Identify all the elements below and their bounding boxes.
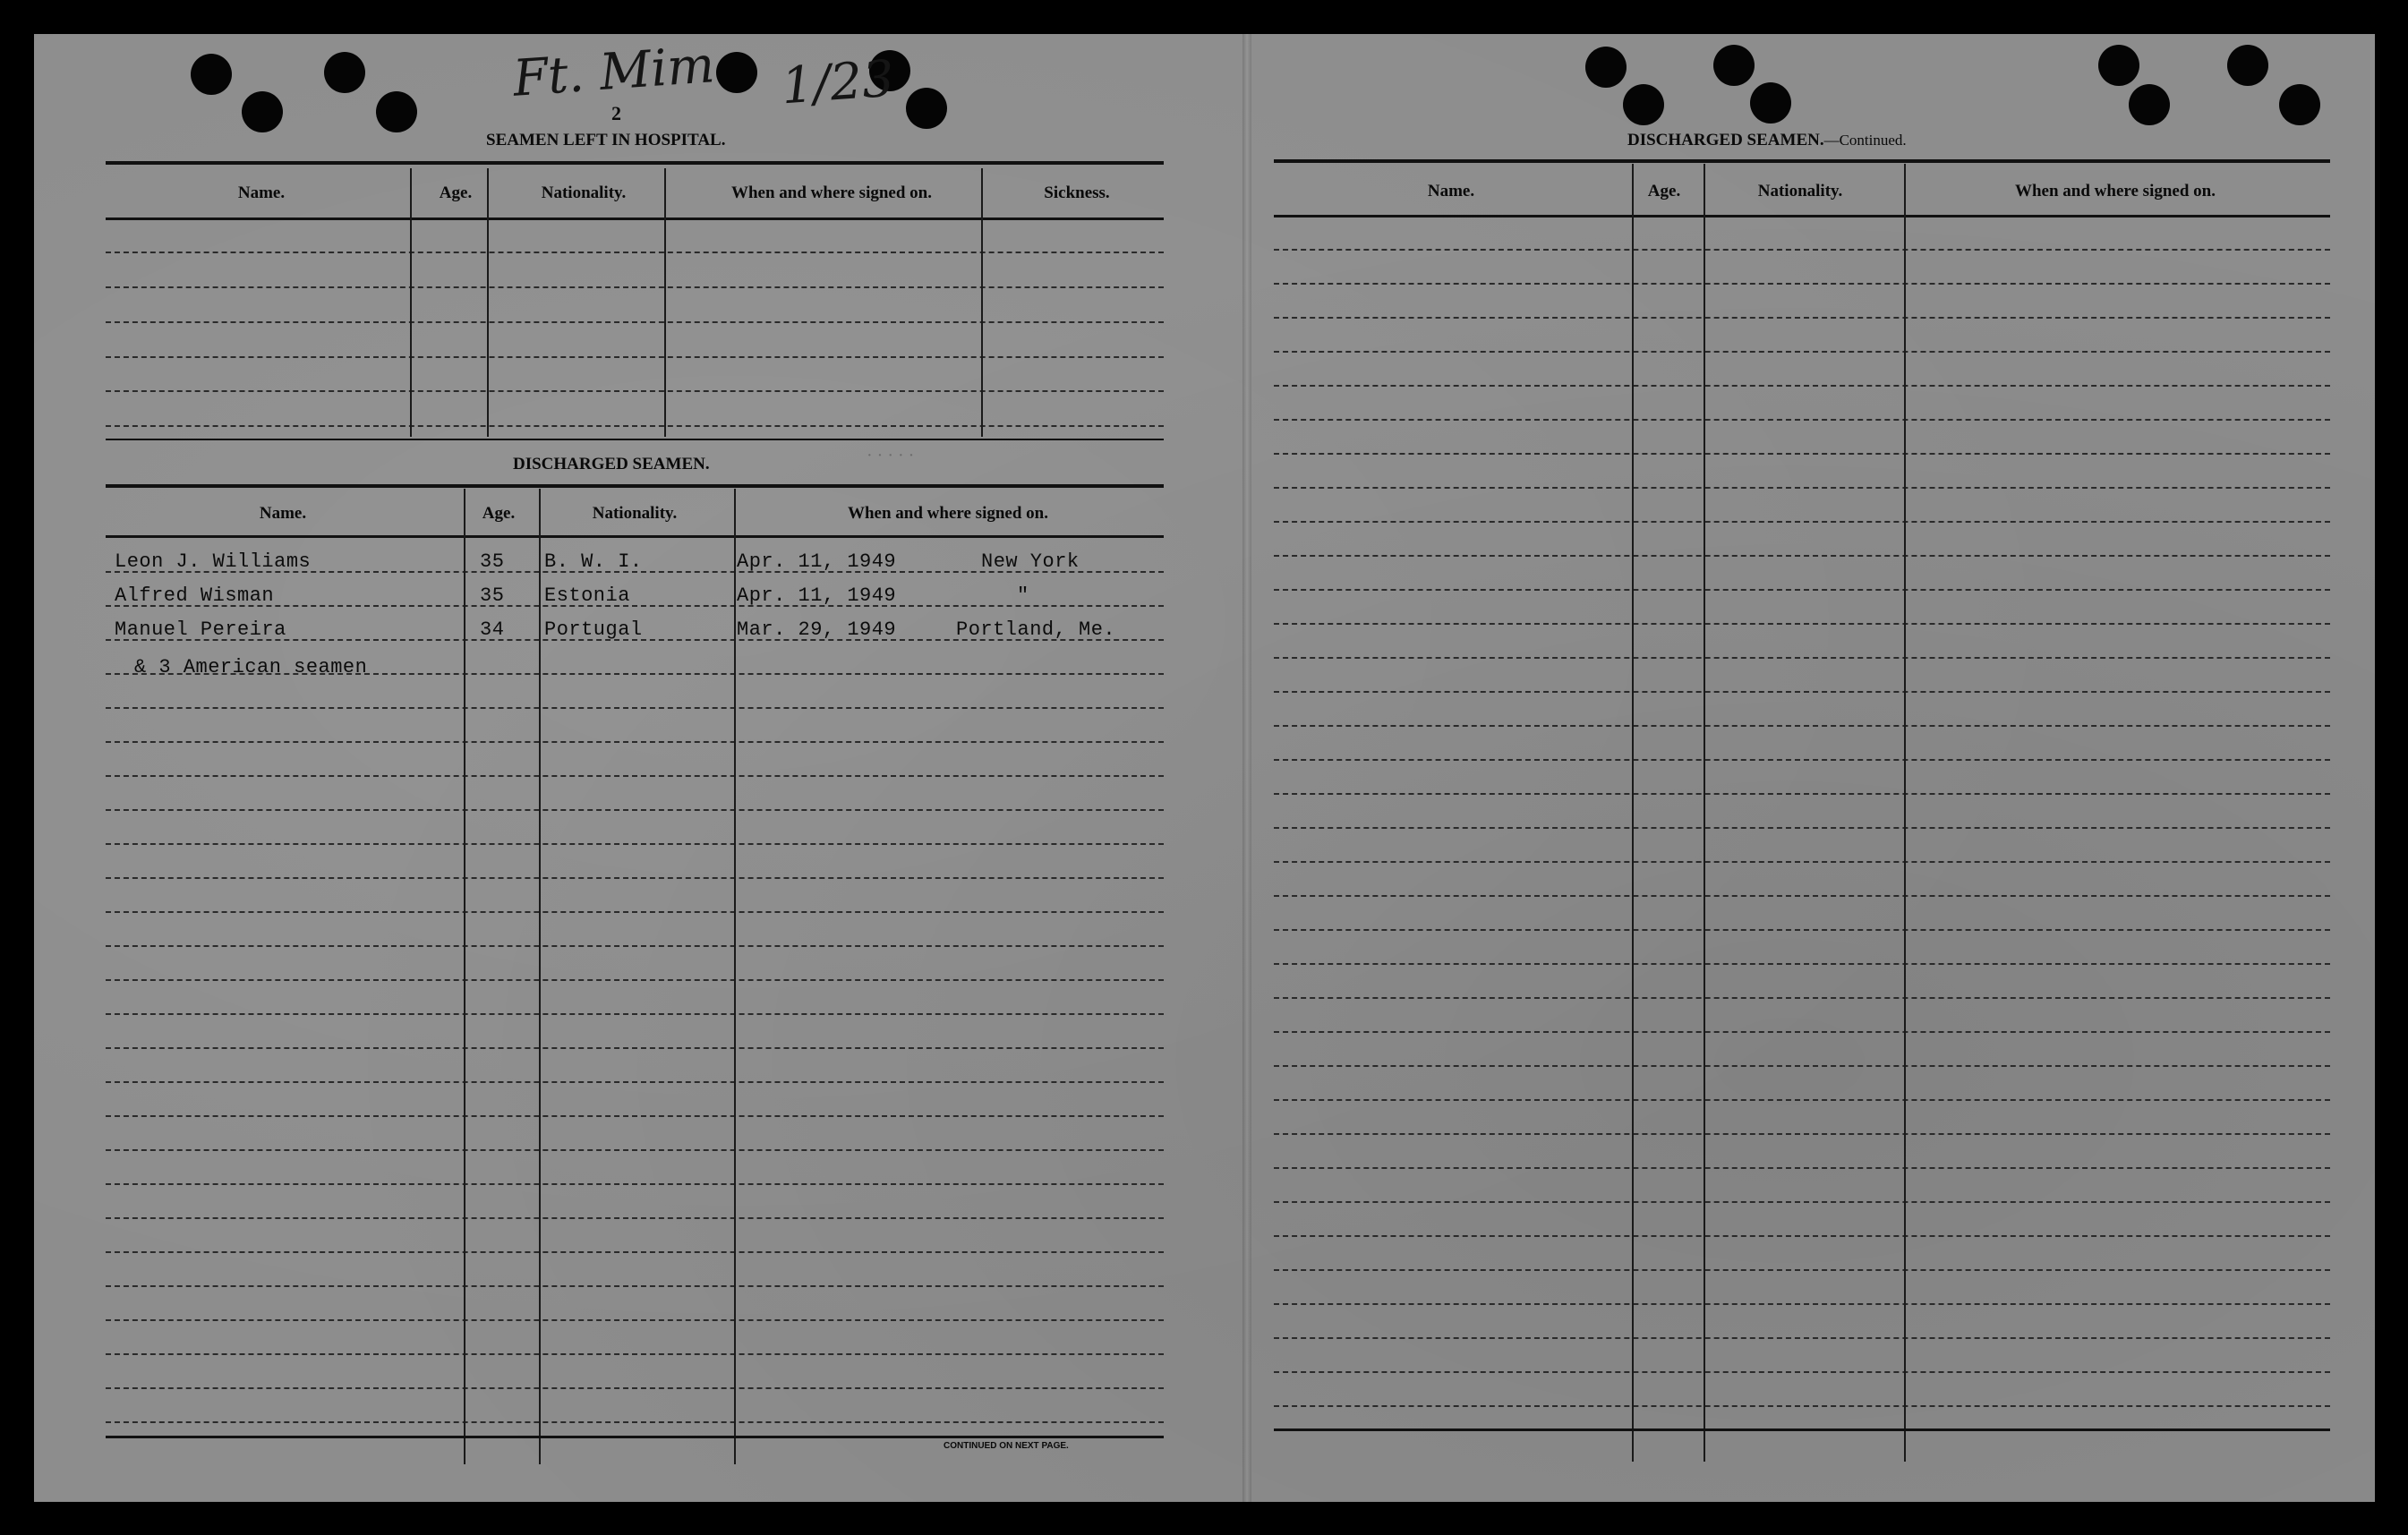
punch-hole bbox=[716, 52, 757, 93]
row-line bbox=[106, 1081, 1164, 1083]
row-line bbox=[1274, 1099, 2330, 1101]
punch-hole bbox=[2279, 84, 2320, 125]
continued-footer: CONTINUED ON NEXT PAGE. bbox=[944, 1441, 1069, 1451]
seaman-name: Alfred Wisman bbox=[115, 584, 275, 607]
row-line bbox=[106, 1149, 1164, 1151]
row-line bbox=[106, 1353, 1164, 1355]
row-line bbox=[1274, 691, 2330, 693]
discharged-section-title: DISCHARGED SEAMEN. bbox=[513, 455, 710, 473]
row-line bbox=[1274, 793, 2330, 795]
row-line bbox=[106, 945, 1164, 947]
table-border bbox=[106, 439, 1164, 440]
row-line bbox=[1274, 895, 2330, 897]
table-border bbox=[1274, 1428, 2330, 1431]
column-header-signed-on: When and where signed on. bbox=[2014, 182, 2216, 200]
row-line bbox=[106, 1421, 1164, 1423]
handwritten-place: Ft. Mim bbox=[511, 36, 717, 108]
punch-hole bbox=[2227, 45, 2268, 86]
row-line bbox=[1274, 555, 2330, 557]
row-line bbox=[106, 775, 1164, 777]
seaman-name: Manuel Pereira bbox=[115, 618, 286, 641]
row-line bbox=[1274, 487, 2330, 489]
punch-hole bbox=[1713, 45, 1755, 86]
row-line bbox=[1274, 317, 2330, 319]
row-line bbox=[1274, 929, 2330, 931]
row-line bbox=[106, 1251, 1164, 1253]
american-seamen-note: & 3 American seamen bbox=[134, 656, 368, 678]
column-divider bbox=[664, 168, 666, 437]
handwritten-date: 1/23 bbox=[779, 49, 896, 116]
document-sheet bbox=[34, 34, 2375, 1502]
punch-hole bbox=[2129, 84, 2170, 125]
row-line bbox=[1274, 861, 2330, 863]
signed-on-date: Apr. 11, 1949 bbox=[737, 550, 897, 573]
seaman-age: 34 bbox=[480, 618, 505, 641]
row-line bbox=[106, 390, 1164, 392]
row-line bbox=[1274, 1167, 2330, 1169]
title-suffix: —Continued. bbox=[1823, 132, 1907, 149]
signed-on-date: Apr. 11, 1949 bbox=[737, 584, 897, 607]
column-header-nationality: Nationality. bbox=[1757, 182, 1843, 200]
row-line bbox=[106, 425, 1164, 427]
row-line bbox=[106, 321, 1164, 323]
signed-on-place: " bbox=[1017, 584, 1029, 607]
row-line bbox=[106, 979, 1164, 981]
punch-hole bbox=[1585, 47, 1627, 88]
column-header-signed-on: When and where signed on. bbox=[730, 183, 932, 202]
bleed-through: · · · · · bbox=[867, 446, 915, 465]
column-header-nationality: Nationality. bbox=[541, 183, 627, 202]
column-divider bbox=[464, 489, 465, 1464]
row-line bbox=[1274, 419, 2330, 421]
row-line bbox=[1274, 1337, 2330, 1339]
row-line bbox=[1274, 1235, 2330, 1237]
row-line bbox=[1274, 521, 2330, 523]
row-line bbox=[1274, 657, 2330, 659]
column-divider bbox=[487, 168, 489, 437]
punch-hole bbox=[2098, 45, 2139, 86]
row-line bbox=[106, 1047, 1164, 1049]
header-underline bbox=[106, 217, 1164, 220]
table-border bbox=[106, 1436, 1164, 1438]
seaman-age: 35 bbox=[480, 584, 505, 607]
row-line bbox=[106, 1319, 1164, 1321]
column-header-age: Age. bbox=[439, 183, 473, 202]
row-line bbox=[1274, 725, 2330, 727]
column-header-nationality: Nationality. bbox=[592, 504, 678, 523]
row-line bbox=[1274, 1065, 2330, 1067]
row-line bbox=[106, 252, 1164, 253]
row-line bbox=[1274, 1201, 2330, 1203]
row-line bbox=[106, 286, 1164, 288]
seaman-nationality: Estonia bbox=[544, 584, 630, 607]
seaman-age: 35 bbox=[480, 550, 505, 573]
table-border bbox=[106, 161, 1164, 165]
row-line bbox=[106, 707, 1164, 709]
column-divider bbox=[734, 489, 736, 1464]
column-header-signed-on: When and where signed on. bbox=[847, 504, 1048, 523]
row-line bbox=[1274, 589, 2330, 591]
row-line bbox=[1274, 1405, 2330, 1407]
row-line bbox=[1274, 623, 2330, 625]
row-line bbox=[106, 1217, 1164, 1219]
row-line bbox=[1274, 963, 2330, 965]
column-header-sickness: Sickness. bbox=[1044, 183, 1110, 202]
punch-hole bbox=[1750, 82, 1791, 124]
seaman-nationality: Portugal bbox=[544, 618, 643, 641]
punch-hole bbox=[324, 52, 365, 93]
punch-hole bbox=[376, 91, 417, 132]
row-line bbox=[1274, 1133, 2330, 1135]
column-divider bbox=[410, 168, 412, 437]
column-header-age: Age. bbox=[482, 504, 516, 523]
table-border bbox=[1274, 159, 2330, 163]
column-header-name: Name. bbox=[1427, 182, 1475, 200]
row-line bbox=[1274, 1269, 2330, 1271]
page-fold bbox=[1242, 34, 1251, 1502]
row-line bbox=[106, 843, 1164, 845]
seaman-nationality: B. W. I. bbox=[544, 550, 643, 573]
row-line bbox=[1274, 351, 2330, 353]
row-line bbox=[1274, 1303, 2330, 1305]
row-line bbox=[106, 1285, 1164, 1287]
column-divider bbox=[539, 489, 541, 1464]
column-divider bbox=[1632, 164, 1634, 1462]
title-main: DISCHARGED SEAMEN. bbox=[1627, 131, 1824, 149]
hospital-section-title: SEAMEN LEFT IN HOSPITAL. bbox=[486, 131, 726, 149]
row-line bbox=[1274, 249, 2330, 251]
row-line bbox=[106, 877, 1164, 879]
punch-hole bbox=[906, 88, 947, 129]
row-line bbox=[1274, 759, 2330, 761]
column-header-name: Name. bbox=[259, 504, 307, 523]
row-line bbox=[1274, 385, 2330, 387]
row-line bbox=[106, 1183, 1164, 1185]
row-line bbox=[106, 1387, 1164, 1389]
row-line bbox=[106, 1013, 1164, 1015]
punch-hole bbox=[242, 91, 283, 132]
row-line bbox=[1274, 453, 2330, 455]
punch-hole bbox=[1623, 84, 1664, 125]
row-line bbox=[1274, 1031, 2330, 1033]
row-line bbox=[106, 741, 1164, 743]
header-underline bbox=[106, 535, 1164, 538]
column-divider bbox=[981, 168, 983, 437]
row-line bbox=[106, 1115, 1164, 1117]
seaman-name: Leon J. Williams bbox=[115, 550, 312, 573]
signed-on-place: Portland, Me. bbox=[956, 618, 1116, 641]
row-line bbox=[1274, 1371, 2330, 1373]
header-underline bbox=[1274, 215, 2330, 217]
punch-hole bbox=[191, 54, 232, 95]
page-number: 2 bbox=[611, 102, 621, 124]
row-line bbox=[106, 809, 1164, 811]
column-divider bbox=[1704, 164, 1705, 1462]
column-divider bbox=[1904, 164, 1906, 1462]
column-header-name: Name. bbox=[237, 183, 286, 202]
column-header-age: Age. bbox=[1647, 182, 1681, 200]
signed-on-place: New York bbox=[981, 550, 1080, 573]
row-line bbox=[1274, 997, 2330, 999]
row-line bbox=[106, 356, 1164, 358]
row-line bbox=[1274, 283, 2330, 285]
table-border bbox=[106, 484, 1164, 488]
row-line bbox=[106, 911, 1164, 913]
signed-on-date: Mar. 29, 1949 bbox=[737, 618, 897, 641]
continued-section-title bbox=[1627, 131, 1907, 150]
row-line bbox=[1274, 827, 2330, 829]
